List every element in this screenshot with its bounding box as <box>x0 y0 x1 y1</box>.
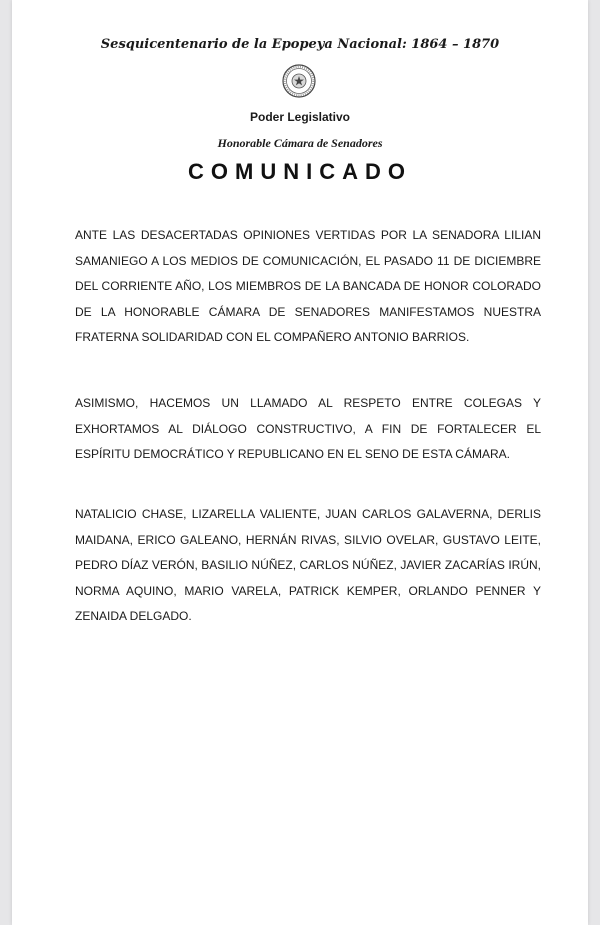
paragraph-signatories <box>75 502 541 630</box>
paragraph-respect-call <box>75 391 541 468</box>
document-page <box>12 0 588 925</box>
coat-of-arms-seal-icon <box>282 64 316 98</box>
paragraph-line: ANTE LAS DESACERTADAS OPINIONES VERTIDAS POR LA SENADORA LILIAN <box>75 228 541 242</box>
paragraph-line: NORMA AQUINO, MARIO VARELA, PATRICK KEMPER, ORLANDO PENNER Y <box>75 583 541 598</box>
paragraph-line: DEL CORRIENTE AÑO, LOS MIEMBROS DE LA BANCADA DE HONOR COLORADO <box>75 279 541 293</box>
paragraph-line: ZENAIDA DELGADO. <box>75 609 192 623</box>
paragraph-line: MAIDANA, ERICO GALEANO, HERNÁN RIVAS, SILVIO OVELAR, GUSTAVO LEITE, <box>75 532 541 547</box>
document-title: COMUNICADO <box>188 159 412 184</box>
paragraph-line: ESPÍRITU DEMOCRÁTICO Y REPUBLICANO EN EL SENO DE ESTA CÁMARA. <box>75 447 510 461</box>
chamber-name: Honorable Cámara de Senadores <box>217 136 383 150</box>
paragraph-line: EXHORTAMOS AL DIÁLOGO CONSTRUCTIVO, A FIN DE FORTALECER EL <box>75 421 541 436</box>
institution-name: Poder Legislativo <box>249 110 351 124</box>
paragraph-line: NATALICIO CHASE, LIZARELLA VALIENTE, JUAN CARLOS GALAVERNA, DERLIS <box>75 507 541 521</box>
commemoration-header: Sesquicentenario de la Epopeya Nacional: 1864 – 1870 <box>100 37 500 52</box>
paragraph-line: FRATERNA SOLIDARIDAD CON EL COMPAÑERO ANTONIO BARRIOS. <box>75 330 470 344</box>
paragraph-line: SAMANIEGO A LOS MEDIOS DE COMUNICACIÓN, EL PASADO 11 DE DICIEMBRE <box>75 253 541 268</box>
paragraph-solidarity <box>75 223 541 351</box>
paragraph-line: DE LA HONORABLE CÁMARA DE SENADORES MANIFESTAMOS NUESTRA <box>75 304 541 319</box>
paragraph-line: PEDRO DÍAZ VERÓN, BASILIO NÚÑEZ, CARLOS NÚÑEZ, JAVIER ZACARÍAS IRÚN, <box>75 558 541 572</box>
paragraph-line: ASIMISMO, HACEMOS UN LLAMADO AL RESPETO ENTRE COLEGAS Y <box>75 396 541 410</box>
